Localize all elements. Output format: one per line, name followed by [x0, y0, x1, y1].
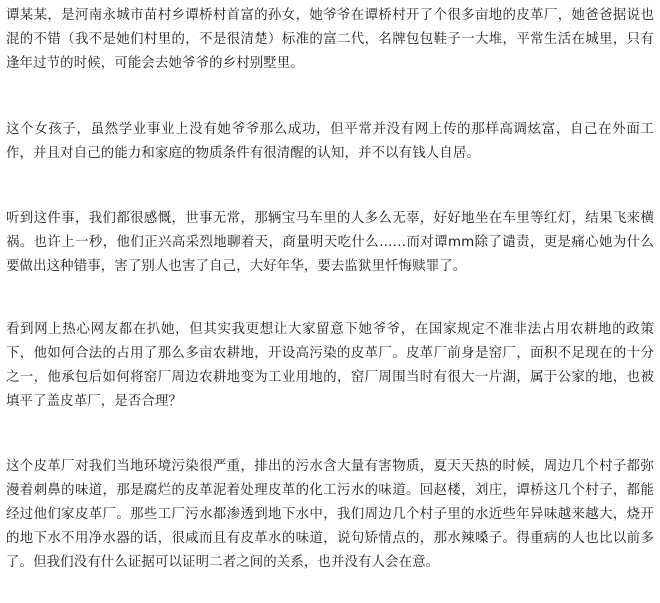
paragraph-4: 看到网上热心网友都在扒她，但其实我更想让大家留意下她爷爷，在国家规定不准非法占用农耕地的政策下，他如何合法的占用了那么多亩农耕地，开设高污染的皮革厂。皮革厂前身是窑厂，面积不足现在的十分之一，他承包后如何将窑厂周边农耕地变为工业用地的，窑厂周围当时有很大一片湖，属于公家的地，也被填平了盖皮革厂，是否合理？: [6, 322, 654, 409]
paragraph-1: 谭某某，是河南永城市苗村乡谭桥村首富的孙女，她爷爷在谭桥村开了个很多亩地的皮革厂，她爸爸据说也混的不错（我不是她们村里的，不是很清楚）标准的富二代，名牌包包鞋子一大堆，平常生活在城里，只有逢年过节的时候，可能会去她爷爷的乡村别墅里。: [6, 8, 654, 71]
paragraph-5: 这个皮革厂对我们当地环境污染很严重，排出的污水含大量有害物质，夏天天热的时候，周边几个村子都弥漫着刺鼻的味道，那是腐烂的皮革泥着处理皮革的化工污水的味道。回赵楼，刘庄，谭桥这几个村子，都能经过他们家皮革厂。那些工厂污水都渗透到地下水中，我们周边几个村子里的水近些年异味越来越大，烧开的地下水不用净水器的话，很咸而且有皮革水的味道，说句矫情点的，那水辣嗓子。得重病的人也比以前多了。但我们没有什么证据可以证明二者之间的关系，也并没有人会在意。: [6, 459, 654, 570]
paragraph-2: 这个女孩子，虽然学业事业上没有她爷爷那么成功，但平常并没有网上传的那样高调炫富，自己在外面工作，并且对自己的能力和家庭的物质条件有很清醒的认知，并不以有钱人自居。: [6, 122, 654, 161]
paragraph-3: 听到这件事，我们都很感慨，世事无常，那辆宝马车里的人多么无辜，好好地坐在车里等红灯，结果飞来横祸。也许上一秒，他们正兴高采烈地聊着天，商量明天吃什么……而对谭mm除了谴责，更是痛心她为什么要做出这种错事，害了别人也害了自己，大好年华，要去监狱里忏悔赎罪了。: [6, 211, 654, 274]
